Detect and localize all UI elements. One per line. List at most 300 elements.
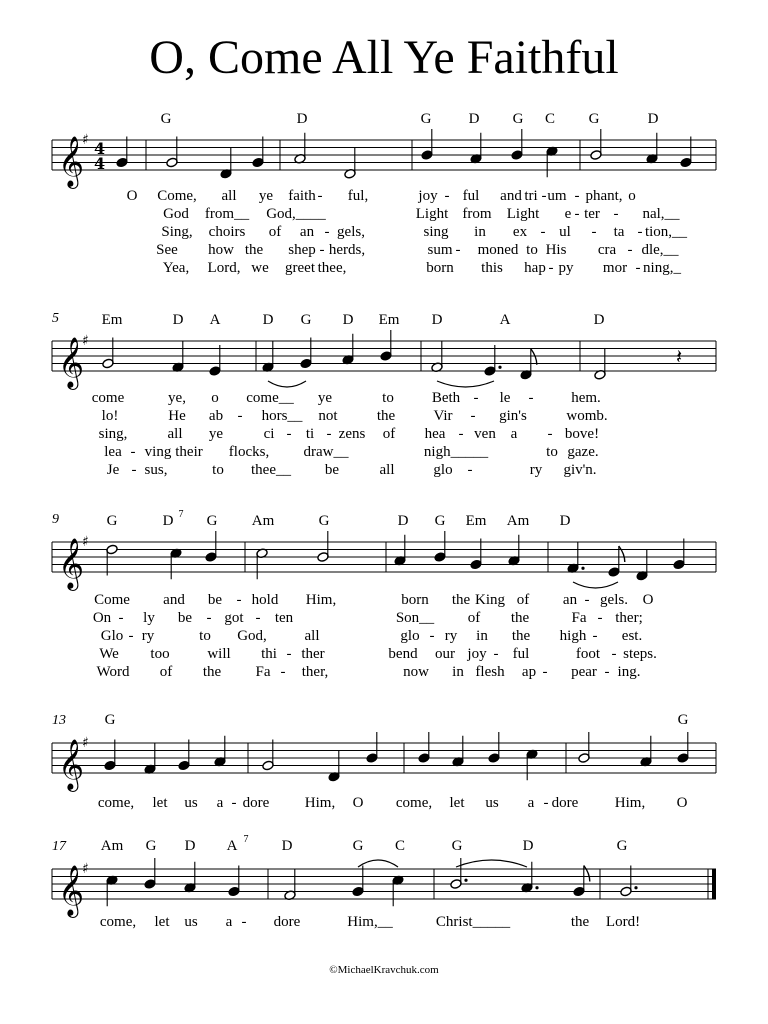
note	[317, 531, 329, 562]
sharp-icon: ♯	[82, 333, 89, 349]
lyric-hyphen: -	[317, 188, 323, 204]
lyric-syllable: gaze.	[567, 444, 599, 460]
lyric-hyphen: -	[326, 426, 332, 442]
lyric-hyphen: -	[455, 242, 461, 258]
chord-symbol: G	[300, 312, 312, 328]
lyric-syllable: Son__	[395, 610, 435, 626]
lyric-syllable: sing	[423, 224, 449, 240]
chord-symbol: D	[468, 111, 480, 127]
lyric-hyphen: -	[574, 206, 580, 222]
lyric-syllable: ab	[208, 408, 224, 424]
lyric-hyphen: -	[324, 224, 330, 240]
slur	[268, 381, 306, 387]
lyric-syllable: got	[224, 610, 244, 626]
lyric-syllable: ving	[144, 444, 172, 460]
lyric-syllable: womb.	[566, 408, 608, 424]
measure-number: 5	[52, 311, 59, 326]
staff	[0, 718, 768, 798]
lyric-syllable: ta	[613, 224, 625, 240]
lyric-syllable: thee__	[251, 462, 291, 478]
note	[520, 349, 537, 380]
staff	[0, 517, 768, 597]
lyric-syllable: Light	[415, 206, 449, 222]
note	[106, 875, 118, 906]
note	[484, 345, 502, 376]
chord-symbol: G	[616, 838, 628, 854]
lyric-hyphen: -	[591, 224, 597, 240]
lyric-syllable: of	[516, 592, 530, 608]
lyric-syllable: ye,	[168, 390, 186, 406]
note	[172, 341, 184, 372]
sharp-icon: ♯	[82, 735, 89, 751]
lyric-syllable: Him,	[305, 592, 337, 608]
lyric-syllable: born	[401, 592, 429, 608]
lyric-syllable: moned	[477, 242, 519, 258]
time-signature-top: 4	[94, 139, 106, 158]
copyright-footer: ©MichaelKravchuk.com	[329, 964, 439, 976]
note	[209, 345, 221, 376]
lyric-syllable: the	[376, 408, 396, 424]
lyric-syllable: an	[562, 592, 578, 608]
lyric-syllable: ven	[474, 426, 496, 442]
lyric-syllable: glo	[433, 462, 453, 478]
lyric-syllable: a	[216, 795, 224, 811]
slur	[573, 582, 618, 588]
lyric-syllable: hold	[251, 592, 279, 608]
lyric-syllable: let	[152, 795, 168, 811]
lyric-syllable: be	[324, 462, 340, 478]
note	[394, 535, 406, 566]
lyric-syllable: from__	[204, 206, 250, 222]
chord-symbol: D	[172, 312, 184, 328]
note	[228, 866, 240, 897]
note	[521, 862, 539, 893]
lyric-syllable: tri	[524, 188, 538, 204]
note	[214, 736, 226, 767]
time-signature-bottom: 4	[94, 154, 106, 173]
lyric-syllable: Lord!	[605, 914, 641, 930]
lyric-syllable: a	[225, 914, 233, 930]
lyric-syllable: our	[435, 646, 455, 662]
note	[636, 550, 648, 581]
lyric-syllable: Vir	[433, 408, 453, 424]
lyric-syllable: hea	[424, 426, 446, 442]
treble-clef-icon: 𝄞	[58, 865, 85, 916]
lyric-syllable: Him,	[304, 795, 336, 811]
staff	[0, 316, 768, 396]
chord-symbol: D	[397, 513, 409, 529]
lyric-hyphen: -	[543, 795, 549, 811]
lyric-syllable: ye	[258, 188, 274, 204]
lyric-syllable: all	[379, 462, 395, 478]
lyric-syllable: a	[527, 795, 535, 811]
note	[342, 334, 354, 365]
lyric-syllable: est.	[621, 628, 643, 644]
lyric-syllable: Beth	[431, 390, 461, 406]
lyric-syllable: come__	[246, 390, 294, 406]
lyric-syllable: greet	[285, 260, 315, 276]
lyric-syllable: mor	[602, 260, 628, 276]
lyric-syllable: Sing,	[161, 224, 193, 240]
lyric-syllable: to	[546, 444, 558, 460]
chord-symbol: D	[342, 312, 354, 328]
note	[205, 531, 217, 562]
lyric-syllable: of	[268, 224, 282, 240]
note	[677, 732, 689, 763]
lyric-syllable: O	[126, 188, 138, 204]
lyric-syllable: be	[177, 610, 193, 626]
note	[488, 732, 500, 763]
chord-symbol: G	[512, 111, 524, 127]
lyric-hyphen: -	[635, 260, 641, 276]
lyric-syllable: a	[510, 426, 518, 442]
lyric-hyphen: -	[128, 628, 134, 644]
lyric-syllable: of	[467, 610, 481, 626]
lyric-syllable: pear	[571, 664, 597, 680]
lyric-syllable: shep	[288, 242, 316, 258]
lyric-syllable: to	[212, 462, 224, 478]
lyric-hyphen: -	[574, 188, 580, 204]
note	[170, 548, 182, 579]
lyric-hyphen: -	[493, 646, 499, 662]
lyric-hyphen: -	[444, 188, 450, 204]
lyric-syllable: thi	[261, 646, 277, 662]
lyric-syllable: dore	[551, 795, 579, 811]
lyric-hyphen: -	[597, 610, 603, 626]
measure-number: 17	[52, 839, 66, 854]
lyric-syllable: let	[449, 795, 465, 811]
lyric-syllable: hap	[524, 260, 546, 276]
chord-symbol: Am	[506, 513, 530, 529]
chord-symbol: G	[420, 111, 432, 127]
note	[262, 740, 274, 771]
lyric-syllable: flesh	[475, 664, 505, 680]
treble-clef-icon: 𝄞	[58, 136, 85, 187]
chord-symbol: D	[184, 838, 196, 854]
lyric-syllable: Lord,	[207, 260, 241, 276]
lyric-syllable: come,	[97, 795, 135, 811]
lyric-hyphen: -	[236, 592, 242, 608]
measure-number: 13	[52, 713, 66, 728]
lyric-hyphen: -	[131, 462, 137, 478]
chord-symbol: D	[296, 111, 308, 127]
note	[104, 740, 116, 771]
lyric-hyphen: -	[473, 390, 479, 406]
lyric-syllable: and	[163, 592, 185, 608]
lyric-syllable: now	[403, 664, 429, 680]
lyric-syllable: ther;	[615, 610, 643, 626]
lyric-syllable: cra	[597, 242, 617, 258]
chord-extension: 7	[243, 834, 249, 845]
chord-symbol: D	[281, 838, 293, 854]
lyric-syllable: the	[510, 610, 530, 626]
lyric-hyphen: -	[286, 646, 292, 662]
note	[431, 341, 443, 372]
lyric-syllable: O	[642, 592, 654, 608]
lyric-syllable: ul	[559, 224, 571, 240]
lyric-hyphen: -	[611, 646, 617, 662]
lyric-syllable: sum	[427, 242, 453, 258]
lyric-syllable: come,	[395, 795, 433, 811]
note	[380, 330, 392, 361]
lyric-hyphen: -	[604, 664, 610, 680]
lyric-hyphen: -	[280, 664, 286, 680]
lyric-syllable: this	[481, 260, 503, 276]
lyric-syllable: the	[511, 628, 531, 644]
note	[434, 531, 446, 562]
chord-symbol: G	[104, 712, 116, 728]
chord-symbol: G	[145, 838, 157, 854]
chord-symbol: G	[677, 712, 689, 728]
chord-symbol: G	[106, 513, 118, 529]
lyric-syllable: ye	[208, 426, 224, 442]
chord-symbol: Em	[378, 312, 400, 328]
lyric-syllable: Glo	[100, 628, 124, 644]
lyric-syllable: ing.	[617, 664, 641, 680]
lyric-syllable: zens	[338, 426, 366, 442]
lyric-syllable: God,____	[266, 206, 326, 222]
lyric-hyphen: -	[540, 224, 546, 240]
chord-symbol: G	[318, 513, 330, 529]
chord-symbol: D	[431, 312, 443, 328]
lyric-syllable: Light	[506, 206, 540, 222]
note	[608, 546, 625, 577]
chord-symbol: G	[160, 111, 172, 127]
chord-symbol: A	[209, 312, 221, 328]
chord-symbol: Em	[465, 513, 487, 529]
lyric-syllable: um	[547, 188, 567, 204]
lyric-syllable: God,	[237, 628, 267, 644]
note	[573, 866, 590, 897]
lyric-syllable: py	[558, 260, 574, 276]
lyric-syllable: the	[202, 664, 222, 680]
note	[578, 732, 590, 763]
lyric-syllable: in	[474, 224, 486, 240]
lyric-syllable: lo!	[101, 408, 119, 424]
lyric-hyphen: -	[547, 426, 553, 442]
lyric-syllable: hors__	[261, 408, 303, 424]
chord-symbol: A	[226, 838, 238, 854]
lyric-syllable: ther	[301, 646, 325, 662]
lyric-syllable: O	[676, 795, 688, 811]
treble-clef-icon: 𝄞	[58, 337, 85, 388]
lyric-syllable: the	[570, 914, 590, 930]
lyric-syllable: dle,__	[641, 242, 679, 258]
lyric-syllable: Je	[106, 462, 120, 478]
lyric-syllable: to	[526, 242, 538, 258]
note	[102, 338, 114, 369]
lyric-syllable: ter	[584, 206, 600, 222]
lyric-syllable: the	[451, 592, 471, 608]
lyric-syllable: ther,	[301, 664, 329, 680]
song-title: O, Come All Ye Faithful	[149, 31, 619, 84]
chord-symbol: G	[451, 838, 463, 854]
lyric-syllable: ti	[305, 426, 315, 442]
lyric-hyphen: -	[130, 444, 136, 460]
lyric-syllable: from	[462, 206, 492, 222]
slur	[456, 860, 527, 867]
lyric-syllable: draw__	[303, 444, 349, 460]
slur	[358, 860, 398, 867]
chord-symbol: D	[593, 312, 605, 328]
note	[567, 542, 585, 573]
note	[352, 866, 364, 897]
chord-symbol: G	[434, 513, 446, 529]
lyric-syllable: too	[150, 646, 170, 662]
note	[450, 858, 468, 889]
note	[300, 338, 312, 369]
lyric-syllable: Him,__	[347, 914, 393, 930]
note	[178, 740, 190, 771]
chord-symbol: Am	[251, 513, 275, 529]
note	[144, 743, 156, 774]
lyric-syllable: o	[628, 188, 636, 204]
chord-symbol: D	[559, 513, 571, 529]
lyric-syllable: come,	[99, 914, 137, 930]
treble-clef-icon: 𝄞	[58, 739, 85, 790]
lyric-syllable: gin's	[499, 408, 527, 424]
lyric-syllable: le	[499, 390, 511, 406]
lyric-syllable: hem.	[571, 390, 601, 406]
lyric-syllable: in	[476, 628, 488, 644]
lyric-syllable: bend	[388, 646, 418, 662]
lyric-hyphen: -	[231, 795, 237, 811]
lyric-syllable: all	[167, 426, 183, 442]
lyric-syllable: be	[207, 592, 223, 608]
lyric-syllable: gels.	[600, 592, 628, 608]
lyric-syllable: ten	[274, 610, 294, 626]
lyric-syllable: gels,	[337, 224, 365, 240]
note	[262, 341, 274, 372]
lyric-syllable: to	[199, 628, 211, 644]
lyric-syllable: On	[92, 610, 112, 626]
lyric-syllable: ex	[512, 224, 528, 240]
lyric-syllable: Come	[94, 592, 130, 608]
lyric-syllable: ful	[512, 646, 530, 662]
note	[470, 539, 482, 570]
lyric-hyphen: -	[637, 224, 643, 240]
lyric-syllable: phant,	[585, 188, 623, 204]
chord-symbol: G	[206, 513, 218, 529]
lyric-syllable: Fa	[255, 664, 271, 680]
note	[620, 866, 638, 897]
lyric-syllable: O	[352, 795, 364, 811]
lyric-hyphen: -	[429, 628, 435, 644]
lyric-syllable: ful,	[347, 188, 369, 204]
lyric-syllable: us	[184, 914, 198, 930]
lyric-syllable: the	[244, 242, 264, 258]
lyric-syllable: faith	[288, 188, 316, 204]
lyric-hyphen: -	[118, 610, 124, 626]
chord-symbol: G	[352, 838, 364, 854]
lyric-syllable: all	[221, 188, 237, 204]
lyric-syllable: thee,	[317, 260, 347, 276]
chord-symbol: C	[394, 838, 406, 854]
note	[418, 732, 430, 763]
lyric-syllable: flocks,	[228, 444, 270, 460]
staff	[0, 844, 768, 924]
lyric-hyphen: -	[542, 664, 548, 680]
chord-symbol: D	[162, 513, 174, 529]
lyric-syllable: nigh_____	[423, 444, 489, 460]
lyric-hyphen: -	[470, 408, 476, 424]
note	[526, 749, 538, 780]
lyric-syllable: nal,__	[642, 206, 680, 222]
lyric-syllable: sing,	[98, 426, 128, 442]
lyric-syllable: ye	[317, 390, 333, 406]
chord-symbol: D	[262, 312, 274, 328]
chord-symbol: A	[499, 312, 511, 328]
sharp-icon: ♯	[82, 861, 89, 877]
lyric-syllable: us	[485, 795, 499, 811]
lyric-hyphen: -	[237, 408, 243, 424]
note	[256, 548, 268, 579]
lyric-syllable: joy	[467, 646, 487, 662]
lyric-syllable: ly	[143, 610, 155, 626]
lyric-syllable: all	[304, 628, 320, 644]
lyric-syllable: how	[208, 242, 234, 258]
lyric-syllable: Him,	[614, 795, 646, 811]
lyric-syllable: of	[382, 426, 396, 442]
quarter-rest-icon: 𝄽	[676, 344, 683, 369]
lyric-syllable: We	[99, 646, 119, 662]
lyric-syllable: us	[184, 795, 198, 811]
lyric-syllable: God	[163, 206, 189, 222]
lyric-syllable: and	[500, 188, 522, 204]
lyric-syllable: His	[545, 242, 567, 258]
chord-symbol: D	[522, 838, 534, 854]
note	[144, 858, 156, 889]
lyric-syllable: herds,	[328, 242, 366, 258]
lyric-hyphen: -	[286, 426, 292, 442]
sharp-icon: ♯	[82, 132, 89, 148]
lyric-syllable: Fa	[571, 610, 587, 626]
lyric-syllable: to	[382, 390, 394, 406]
lyric-syllable: ry	[529, 462, 543, 478]
lyric-syllable: Word	[96, 664, 130, 680]
lyric-syllable: ning,_	[643, 260, 681, 276]
lyric-syllable: we	[251, 260, 269, 276]
lyric-syllable: let	[154, 914, 170, 930]
lyric-hyphen: -	[627, 242, 633, 258]
note	[184, 862, 196, 893]
treble-clef-icon: 𝄞	[58, 538, 85, 589]
sharp-icon: ♯	[82, 534, 89, 550]
lyric-hyphen: -	[319, 242, 325, 258]
lyric-syllable: ry	[444, 628, 458, 644]
note	[366, 732, 378, 763]
note	[640, 736, 652, 767]
lyric-syllable: King	[475, 592, 505, 608]
lyric-syllable: steps.	[623, 646, 657, 662]
lyric-syllable: ci	[263, 426, 275, 442]
lyric-syllable: their	[175, 444, 203, 460]
note	[328, 751, 340, 782]
lyric-syllable: See	[156, 242, 178, 258]
lyric-hyphen: -	[613, 206, 619, 222]
lyric-syllable: not	[318, 408, 338, 424]
lyric-syllable: choirs	[208, 224, 246, 240]
note	[508, 535, 520, 566]
note	[392, 875, 404, 906]
lyric-syllable: glo	[400, 628, 420, 644]
lyric-hyphen: -	[467, 462, 473, 478]
lyric-syllable: ful	[462, 188, 480, 204]
chord-extension: 7	[178, 509, 184, 520]
lyric-hyphen: -	[592, 628, 598, 644]
chord-symbol: Am	[100, 838, 124, 854]
lyric-hyphen: -	[458, 426, 464, 442]
